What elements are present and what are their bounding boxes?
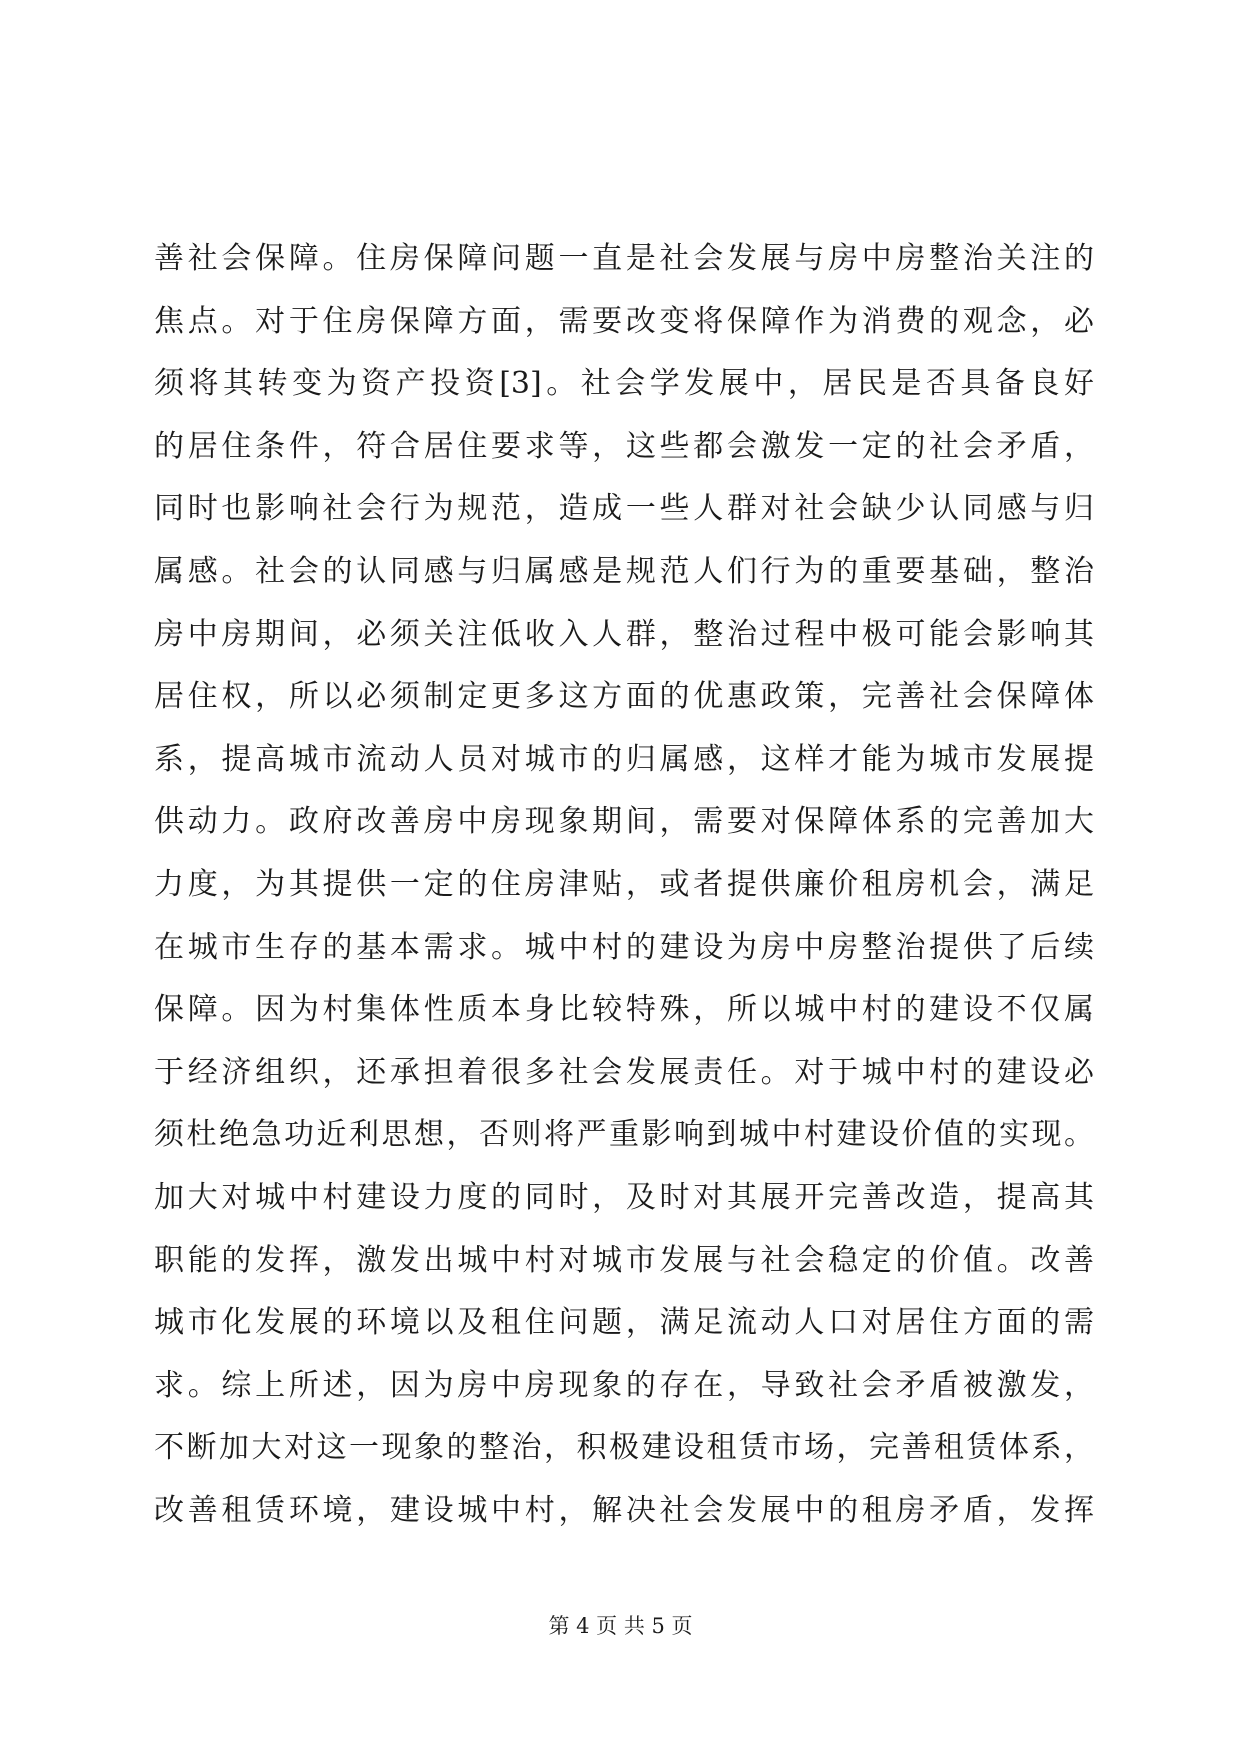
- text-line: 改善租赁环境，建设城中村，解决社会发展中的租房矛盾，发挥: [154, 1492, 1094, 1528]
- text-line: 系，提高城市流动人员对城市的归属感，这样才能为城市发展提: [154, 741, 1094, 777]
- text-line: 于经济组织，还承担着很多社会发展责任。对于城中村的建设必: [154, 1054, 1094, 1090]
- text-line: 保障。因为村集体性质本身比较特殊，所以城中村的建设不仅属: [154, 992, 1094, 1028]
- text-line: 焦点。对于住房保障方面，需要改变将保障作为消费的观念，必: [154, 303, 1094, 339]
- text-line: 加大对城中村建设力度的同时，及时对其展开完善改造，提高其: [154, 1179, 1094, 1215]
- text-line: 求。综上所述，因为房中房现象的存在，导致社会矛盾被激发，: [154, 1367, 1094, 1403]
- text-line: 供动力。政府改善房中房现象期间，需要对保障体系的完善加大: [154, 804, 1094, 840]
- text-line: 城市化发展的环境以及租住问题，满足流动人口对居住方面的需: [154, 1305, 1094, 1341]
- text-line: 居住权，所以必须制定更多这方面的优惠政策，完善社会保障体: [154, 679, 1094, 715]
- body-text: [154, 228, 1094, 1542]
- page-footer: 第 4 页 共 5 页: [548, 1614, 693, 1638]
- text-line: 在城市生存的基本需求。城中村的建设为房中房整治提供了后续: [154, 929, 1094, 965]
- text-line: 须杜绝急功近利思想，否则将严重影响到城中村建设价值的实现。: [154, 1117, 1094, 1153]
- text-line: 须将其转变为资产投资[3]。社会学发展中，居民是否具备良好: [154, 366, 1094, 402]
- text-line: 职能的发挥，激发出城中村对城市发展与社会稳定的价值。改善: [154, 1242, 1094, 1278]
- text-line: 善社会保障。住房保障问题一直是社会发展与房中房整治关注的: [154, 241, 1094, 276]
- text-line: 力度，为其提供一定的住房津贴，或者提供廉价租房机会，满足: [154, 866, 1094, 902]
- text-line: 房中房期间，必须关注低收入人群，整治过程中极可能会影响其: [154, 616, 1094, 652]
- text-line: 不断加大对这一现象的整治，积极建设租赁市场，完善租赁体系，: [154, 1430, 1094, 1466]
- text-line: 的居住条件，符合居住要求等，这些都会激发一定的社会矛盾，: [154, 428, 1094, 464]
- text-line: 同时也影响社会行为规范，造成一些人群对社会缺少认同感与归: [154, 491, 1094, 527]
- text-line: 属感。社会的认同感与归属感是规范人们行为的重要基础，整治: [154, 553, 1094, 589]
